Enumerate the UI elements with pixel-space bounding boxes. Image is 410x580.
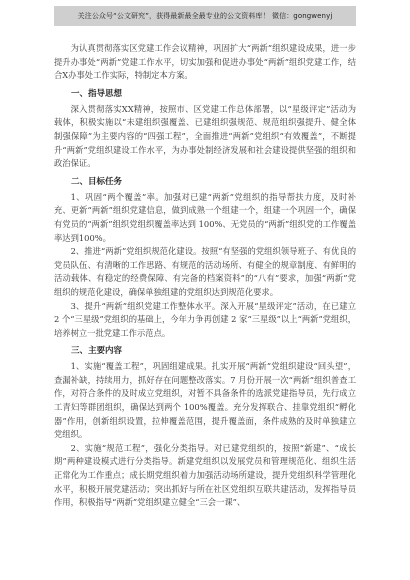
guiding-ideology-paragraph: 深入贯彻落实XX精神，按照市、区党建工作总体部署，以“星级评定”活动为载体，积极实施以“未建组织强覆盖、已建组织强规范、规范组织强提升、健全体制强保障”为主要内容的“四强工程”，全面推进“两新”党组织“有效覆盖”，不断提升“两新”党组织建设工作水平，为办事处制经济发展和社会建设提供坚强的组织和政治保证。 <box>54 103 356 169</box>
header-banner: 关注公众号“公文研究”，获得最新最全最专业的公文资料库！ 微信：gongwenyj <box>54 6 356 26</box>
document-body <box>54 42 356 510</box>
section-heading-main-content: 三、主要内容 <box>71 346 123 357</box>
goal-paragraph-2: 2、推进“两新”党组织规范化建设。按照“有坚强的党组织领导班子、有优良的党员队伍、有清晰的工作思路、有规范的活动场所、有健全的规章制度、有鲜明的活动载体、有稳定的经费保障、有完备的档案资料”的“八有”要求，加强“两新”党组织的规范化建设，确保单独组建的党组织达到规范化要求。 <box>54 246 356 297</box>
intro-paragraph: 为认真贯彻落实区党建工作会议精神，巩固扩大“两新”组织建设成果，进一步提升办事处“两新”党建工作水平，切实加强和促进办事处“两新”组织党建工作，结合X办事处工作实际，特制定本方案。 <box>54 43 356 81</box>
section-heading-goals: 二、目标任务 <box>71 176 123 187</box>
goal-paragraph-3: 3、提升“两新”组织党建工作整体水平。深入开展“星级评定”活动，在已建立 2 个“三星级”党组织的基础上，今年力争再创建 2 家“三星级”以上“两新”党组织，培养树立一批党建工作示范点。 <box>54 300 356 338</box>
goal-paragraph-1: 1、巩固“两个覆盖”率。加强对已建“两新”党组织的指导帮扶力度，及时补充、更新“两新”组织党建信息，做到成熟一个组建一个，组建一个巩固一个，确保有党员的“两新”组织党组织覆盖率达到 100%、无党员的“两新”组织党的工作覆盖率达到100%。 <box>54 191 356 243</box>
section-heading-guiding-ideology: 一、指导思想 <box>71 88 123 99</box>
content-paragraph-1: 1、实施“覆盖工程”，巩固组建成果。扎实开展“两新”党组织建设“回头望”，查漏补缺，持续用力，抓好存在问题整改落实。7 月份开展一次“两新”组织普查工作，对符合条件的及时成立党组织，对暂不具备条件的选派党建指导员，先行成立工青妇等群团组织，确保达到两个 100%覆盖。充分发挥联合、挂靠党组织“孵化器”作用，创新组织设置，拉伸覆盖范围，提升覆盖面，条件成熟的及时单独建立党组织。 <box>54 361 356 440</box>
content-paragraph-2: 2、实施“规范工程”，强化分类指导。对已建党组织的，按照“新建”、“成长期”两种建设模式进行分类指导。新建党组织以发展党员和管理规范化、组织生活正常化为工作重点；成长期党组织着力加强活动场所建设，提升党组织科学管理化水平，积极开展党建活动；突出抓好与所在社区党组织互联共建活动，发挥指导员作用，积极指导“两新”党组织建立健全“三会一课”、 <box>54 442 356 508</box>
